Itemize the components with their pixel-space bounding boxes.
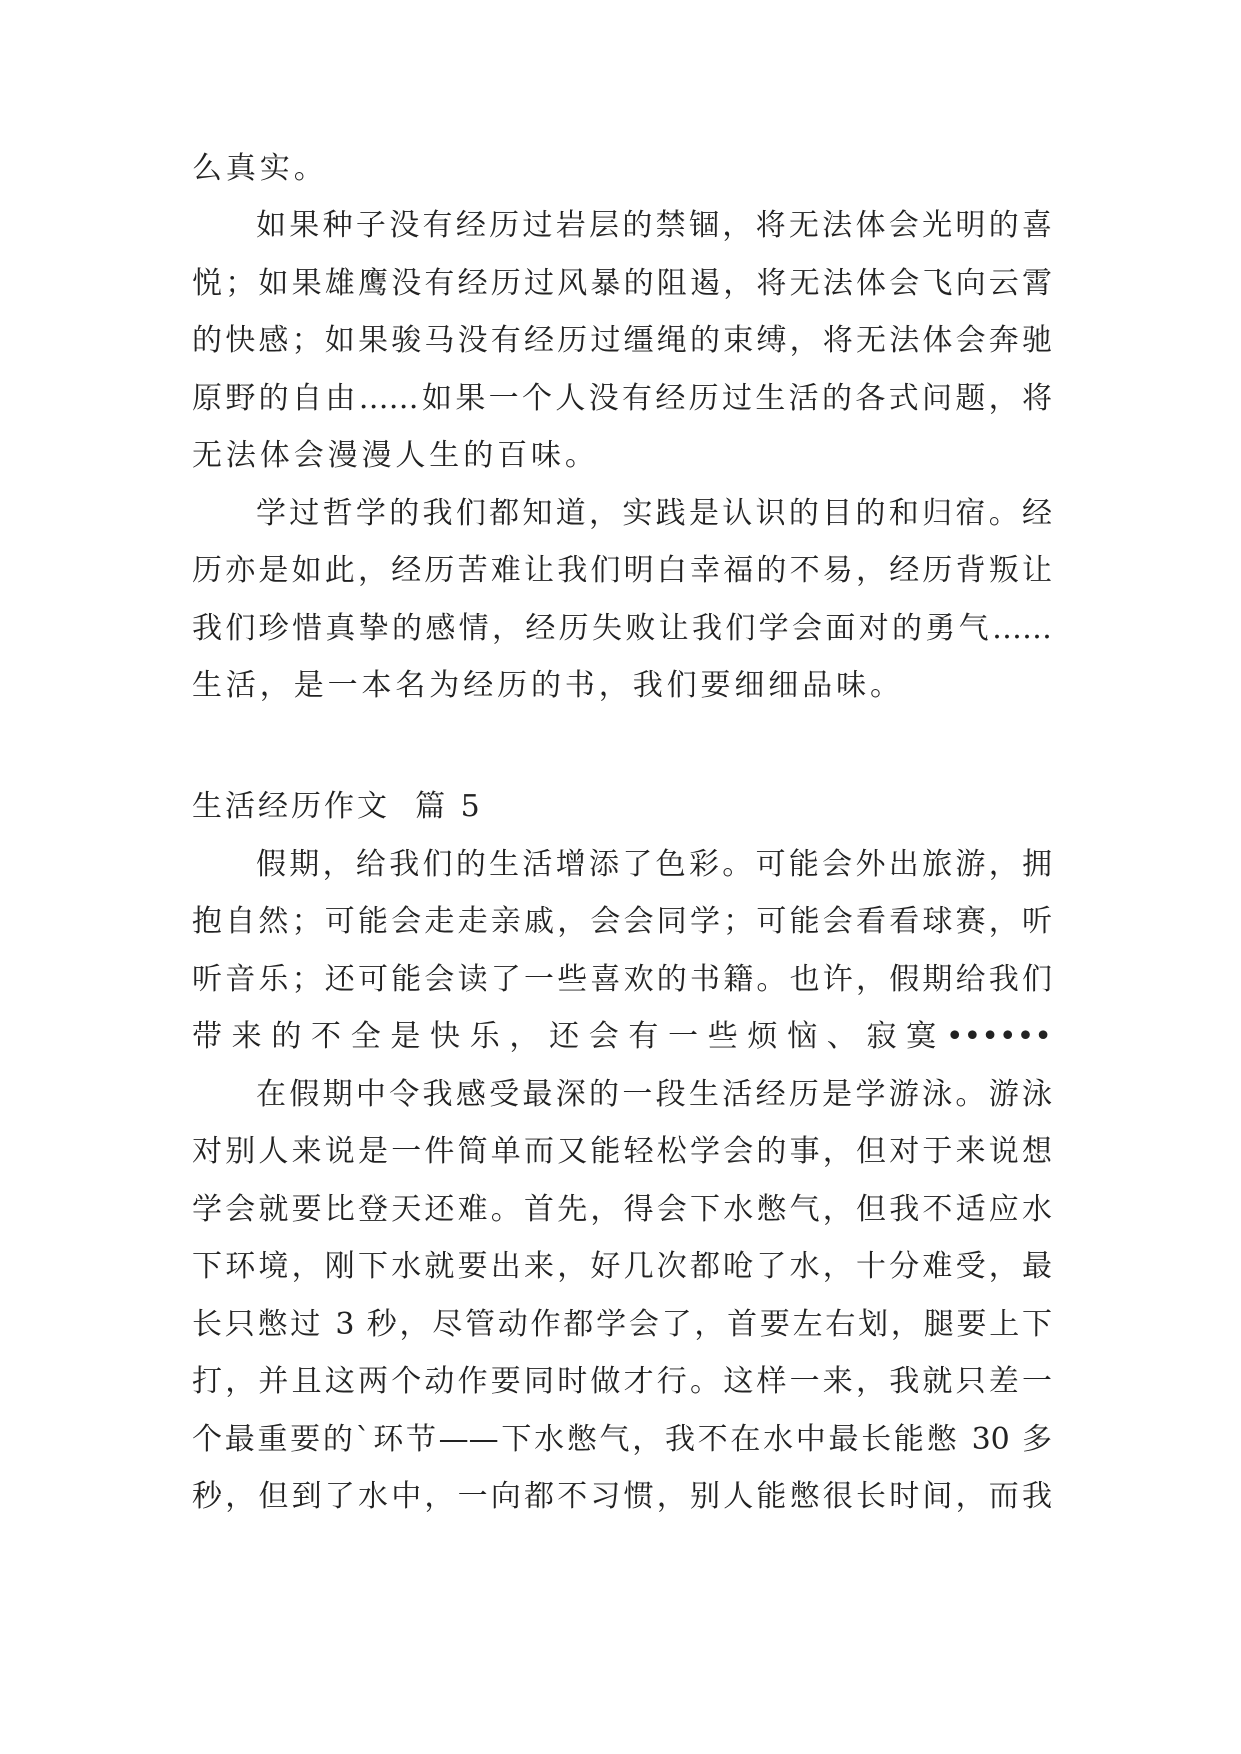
paragraph-line: 么真实。 [192, 151, 328, 186]
paragraph-line: 秒，但到了水中，一向都不习惯，别人能憋很长时间，而我 [192, 1479, 1052, 1514]
paragraph-line: 听音乐；还可能会读了一些喜欢的书籍。也许，假期给我们 [192, 962, 1052, 997]
paragraph-line: 抱自然；可能会走走亲戚，会会同学；可能会看看球赛，听 [192, 904, 1052, 939]
paragraph-line: 历亦是如此，经历苦难让我们明白幸福的不易，经历背叛让 [192, 553, 1052, 588]
paragraph-line: 在假期中令我感受最深的一段生活经历是学游泳。游泳 [256, 1077, 1052, 1112]
paragraph-line: 原野的自由……如果一个人没有经历过生活的各式问题，将 [192, 381, 1052, 416]
paragraph-line: 无法体会漫漫人生的百味。 [192, 438, 599, 473]
paragraph-line: 个最重要的`环节——下水憋气，我不在水中最长能憋 30 多 [192, 1422, 1052, 1457]
paragraph-line: 打，并且这两个动作要同时做才行。这样一来，我就只差一 [192, 1364, 1052, 1399]
paragraph-line: 我们珍惜真挚的感情，经历失败让我们学会面对的勇气…… [192, 611, 1052, 646]
paragraph-line: 假期，给我们的生活增添了色彩。可能会外出旅游，拥 [256, 847, 1052, 882]
paragraph-line: 下环境，刚下水就要出来，好几次都呛了水，十分难受，最 [192, 1249, 1052, 1284]
paragraph-line: 学会就要比登天还难。首先，得会下水憋气，但我不适应水 [192, 1192, 1052, 1227]
paragraph-line: 如果种子没有经历过岩层的禁锢，将无法体会光明的喜 [256, 208, 1052, 243]
paragraph-line: 对别人来说是一件简单而又能轻松学会的事，但对于来说想 [192, 1134, 1052, 1169]
paragraph-line: 的快感；如果骏马没有经历过缰绳的束缚，将无法体会奔驰 [192, 323, 1052, 358]
paragraph-line: 带来的不全是快乐，还会有一些烦恼、寂寞•••••• [192, 1019, 1052, 1054]
paragraph-line: 学过哲学的我们都知道，实践是认识的目的和归宿。经 [256, 496, 1052, 531]
paragraph-line: 生活，是一本名为经历的书，我们要细细品味。 [192, 668, 904, 703]
section-heading: 生活经历作文 篇 5 [192, 789, 483, 824]
paragraph-line: 悦；如果雄鹰没有经历过风暴的阻遏，将无法体会飞向云霄 [192, 266, 1052, 301]
paragraph-line: 长只憋过 3 秒，尽管动作都学会了，首要左右划，腿要上下 [192, 1307, 1052, 1342]
